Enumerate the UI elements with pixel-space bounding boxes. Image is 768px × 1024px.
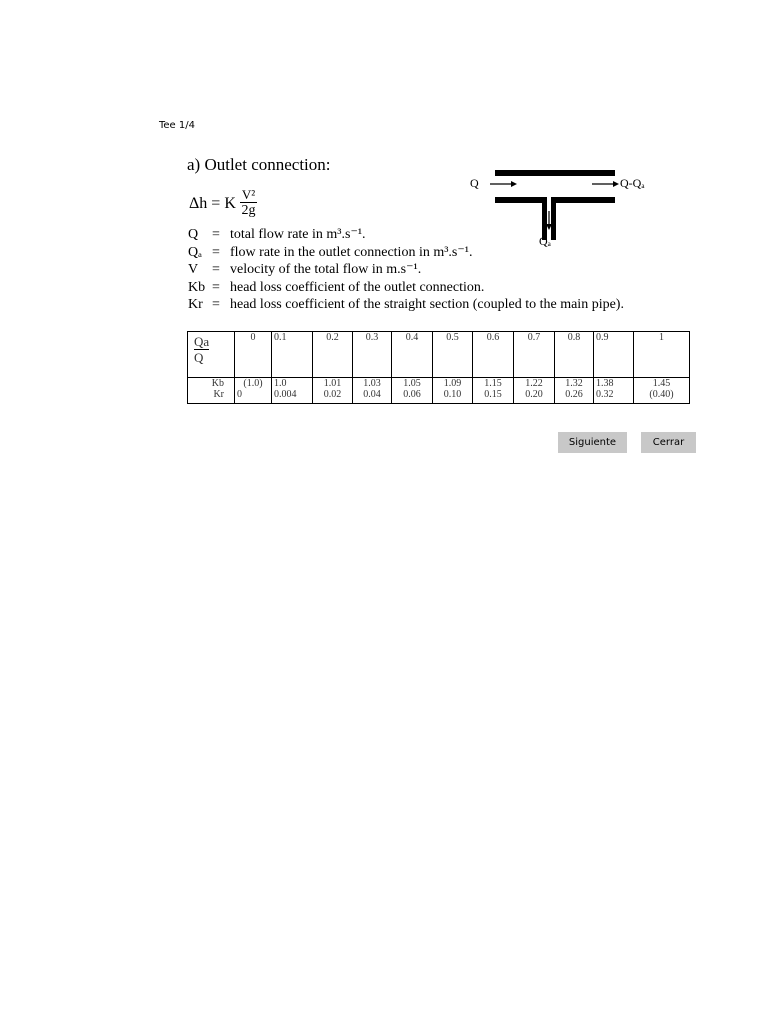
page-label: Tee 1/4 <box>159 120 195 131</box>
definition-symbol: Qₐ <box>188 244 202 260</box>
value-cell <box>555 378 594 404</box>
kr-value: 0.04 <box>363 389 381 400</box>
pipe-top-wall <box>495 170 615 176</box>
close-button[interactable]: Cerrar <box>641 432 696 453</box>
coefficient-table <box>187 331 690 404</box>
ratio-numerator: Qa <box>194 334 210 349</box>
ratio-cell: 0.9 <box>594 332 634 378</box>
definition-symbol: Kb <box>188 279 206 295</box>
definition-text: total flow rate in m³.s⁻¹. <box>230 227 366 242</box>
table-values-row <box>188 378 690 404</box>
value-cell <box>353 378 392 404</box>
next-button[interactable]: Siguiente <box>558 432 627 453</box>
figure-heading: a) Outlet connection: <box>187 155 331 174</box>
kr-value: (0.40) <box>649 389 674 400</box>
kr-value: 0.004 <box>274 389 297 400</box>
ratio-fraction <box>194 334 209 366</box>
kb-value: 1.22 <box>525 378 543 389</box>
equals-sign: = <box>212 297 220 312</box>
ratio-cell: 0.3 <box>353 332 392 378</box>
definition-text: head loss coefficient of the straight section (coupled to the main pipe). <box>230 297 624 312</box>
kb-value: 1.45 <box>652 378 671 389</box>
formula-fraction <box>240 188 257 219</box>
definition-symbol: Kr <box>188 297 203 312</box>
equals-sign: = <box>212 279 220 295</box>
value-cell <box>272 378 313 404</box>
definition-row <box>188 261 624 279</box>
value-cell <box>594 378 634 404</box>
ratio-cell: 1 <box>634 332 690 378</box>
pipe-bottom-wall-right <box>556 197 615 203</box>
definition-text: velocity of the total flow in m.s⁻¹. <box>230 262 422 277</box>
kr-value: 0.15 <box>484 389 502 400</box>
definition-text: head loss coefficient of the outlet connection. <box>230 279 485 295</box>
ratio-cell: 0.8 <box>555 332 594 378</box>
value-cell <box>313 378 353 404</box>
table-header-row <box>188 332 690 378</box>
ratio-cell: 0.7 <box>514 332 555 378</box>
kb-value: 1.15 <box>484 378 502 389</box>
ratio-header-cell <box>188 332 235 378</box>
kb-value: 1.38 <box>596 378 614 389</box>
ratio-cell: 0.2 <box>313 332 353 378</box>
value-cell <box>473 378 514 404</box>
outlet-label: Q-Qₐ <box>620 176 645 190</box>
value-cell <box>433 378 473 404</box>
ratio-cell: 0.4 <box>392 332 433 378</box>
tee-diagram <box>470 167 700 252</box>
kr-value: 0.06 <box>403 389 421 400</box>
kb-value: 1.09 <box>443 378 462 389</box>
tee-pipe-drawing <box>470 167 700 252</box>
definition-symbol: Q <box>188 227 199 242</box>
inlet-arrow-icon <box>490 181 517 187</box>
value-cell <box>392 378 433 404</box>
kb-value: 1.01 <box>323 378 342 389</box>
kb-value: 1.05 <box>403 378 421 389</box>
value-cell <box>634 378 690 404</box>
kr-value: 0.32 <box>596 389 614 400</box>
formula-lhs: Δh = K <box>189 194 236 212</box>
ratio-cell: 0.6 <box>473 332 514 378</box>
definition-symbol: V <box>188 262 199 277</box>
formula-numerator: V² <box>241 187 256 202</box>
definition-row <box>188 279 624 297</box>
equals-sign: = <box>212 227 220 242</box>
kb-value: 1.03 <box>363 378 381 389</box>
kr-value: 0 <box>237 389 242 400</box>
ratio-denominator: Q <box>194 350 204 365</box>
definition-row <box>188 296 624 314</box>
kb-value: 1.32 <box>565 378 583 389</box>
branch-right-wall <box>551 197 556 240</box>
formula-denominator: 2g <box>241 203 256 218</box>
equals-sign: = <box>212 244 220 260</box>
tee-figure <box>185 150 705 420</box>
kr-value: 0.02 <box>323 389 342 400</box>
equals-sign: = <box>212 262 220 277</box>
kb-value: 1.0 <box>274 378 287 389</box>
value-cell <box>235 378 272 404</box>
value-cell <box>514 378 555 404</box>
ratio-cell: 0 <box>235 332 272 378</box>
head-loss-formula <box>189 188 257 219</box>
ratio-cell: 0.1 <box>272 332 313 378</box>
kr-value: 0.20 <box>525 389 543 400</box>
row-labels-cell <box>188 378 235 404</box>
kb-value: (1.0) <box>243 378 263 389</box>
row-label-kb: Kb <box>211 378 224 389</box>
row-label-kr: Kr <box>213 389 224 400</box>
inlet-label: Q <box>470 176 479 190</box>
definition-text: flow rate in the outlet connection in m³.s⁻¹. <box>230 244 473 260</box>
pipe-bottom-wall-left <box>495 197 542 203</box>
outlet-arrow-icon <box>592 181 619 187</box>
kr-value: 0.10 <box>443 389 462 400</box>
ratio-cell: 0.5 <box>433 332 473 378</box>
kr-value: 0.26 <box>565 389 583 400</box>
branch-label: Qₐ <box>539 234 551 248</box>
